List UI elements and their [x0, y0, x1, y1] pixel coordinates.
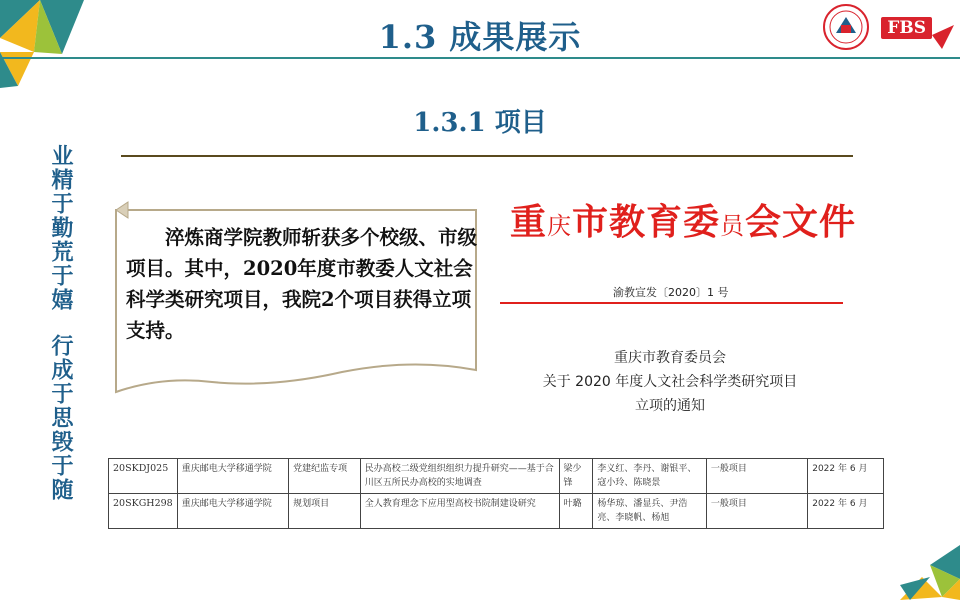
doc-header-part-1: 重 [510, 202, 548, 243]
callout-text: 淬炼商学院教师斩获多个校级、市级项目。其中，2020年度市教委人文社会科学类研究项目，我院2个项目获得立项支持。 [126, 226, 478, 342]
corner-decoration-bottom-right [900, 535, 960, 600]
project-id: 20SKDJ025 [109, 459, 178, 494]
table-row [109, 459, 884, 494]
school-emblem-icon [822, 3, 870, 51]
logo-swoosh-icon [932, 25, 954, 49]
project-date: 2022 年 6 月 [808, 459, 884, 494]
project-school: 重庆邮电大学移通学院 [177, 459, 288, 494]
document-red-rule [500, 302, 843, 304]
project-category: 党建纪监专项 [289, 459, 361, 494]
project-members: 杨华琼、潘显兵、尹浩亮、李晓帆、杨旭 [593, 494, 706, 529]
project-school: 重庆邮电大学移通学院 [177, 494, 288, 529]
project-title: 民办高校二级党组织组织力提升研究——基于合川区五所民办高校的实地调查 [360, 459, 559, 494]
doc-header-part-3: 市教育委 [572, 202, 721, 243]
section-title: 1.3.1 项目 [413, 108, 547, 138]
page-title: 1.3 成果展示 [378, 18, 582, 56]
project-id: 20SKGH298 [109, 494, 178, 529]
project-table [108, 458, 884, 529]
doc-header-part-2: 庆 [547, 212, 573, 240]
project-members: 李义红、李丹、谢银平、寇小玲、陈晓景 [593, 459, 706, 494]
section-divider [121, 155, 853, 157]
table-row [109, 494, 884, 529]
document-line-2: 关于 2020 年度人文社会科学类研究项目 [542, 374, 798, 390]
document-line-3: 立项的通知 [635, 398, 705, 414]
project-type: 一般项目 [706, 459, 807, 494]
project-leader: 叶璐 [559, 494, 593, 529]
school-logo [822, 3, 954, 51]
project-date: 2022 年 6 月 [808, 494, 884, 529]
logo-text: FBS [881, 17, 932, 39]
doc-header-part-4: 员 [720, 212, 746, 240]
document-number: 渝教宣发〔2020〕1 号 [613, 286, 729, 299]
motto-line-2: 行成于思毁于随 [48, 334, 73, 502]
document-line-1: 重庆市教育委员会 [614, 350, 726, 366]
project-category: 规划项目 [289, 494, 361, 529]
motto-line-1: 业精于勤荒于嬉 [48, 144, 73, 312]
document-header [510, 194, 856, 245]
project-type: 一般项目 [706, 494, 807, 529]
project-leader: 梁少锋 [559, 459, 593, 494]
doc-header-part-5: 会文件 [745, 202, 857, 243]
header-divider [0, 57, 960, 59]
project-title: 全人教育理念下应用型高校书院制建设研究 [360, 494, 559, 529]
